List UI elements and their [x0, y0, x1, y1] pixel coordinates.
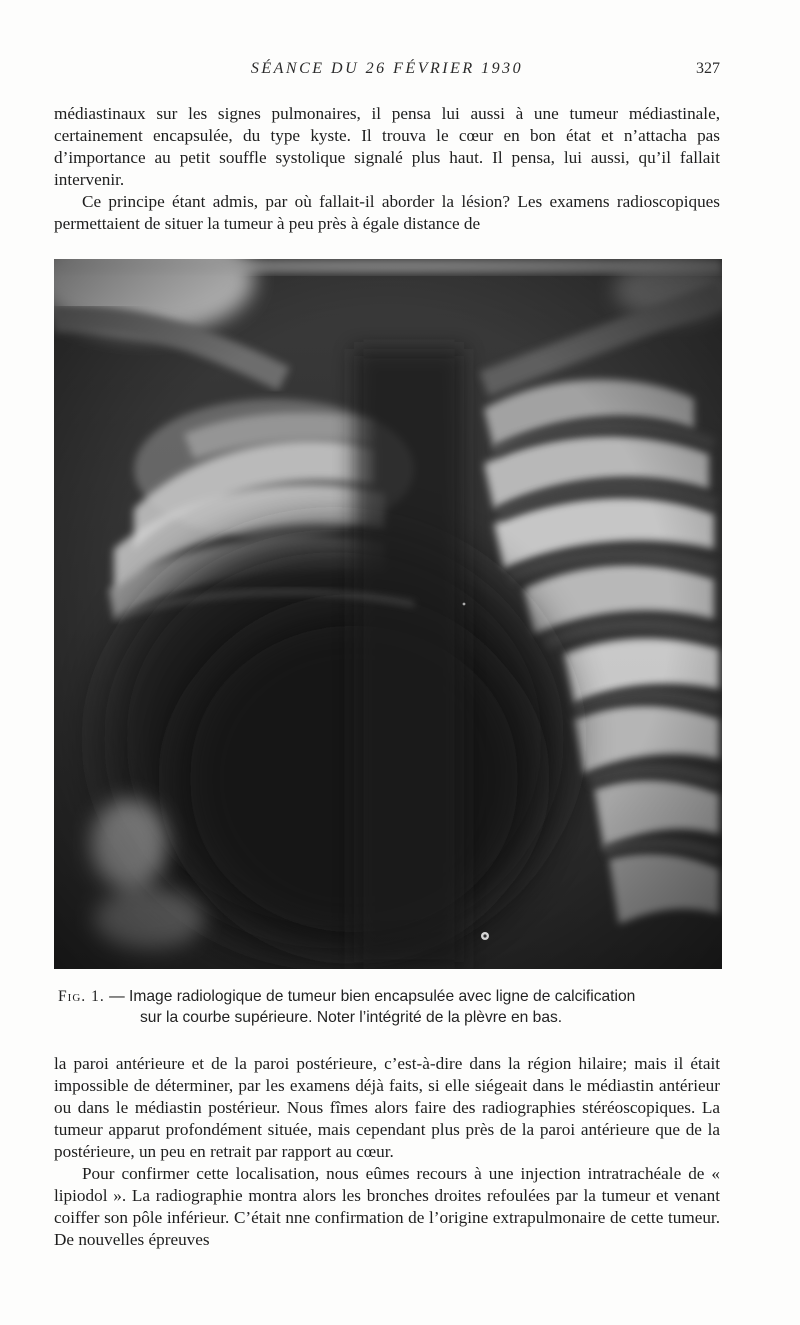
- figure-label: Fig. 1.: [58, 988, 105, 1005]
- paragraph-continued: médiastinaux sur les signes pulmonaires, il pensa lui aussi à une tumeur médiastinale, certainement encapsulée, du type kyste. Il trouva le cœur en bon état et n’attacha pas d’importance au petit souffle systolique signalé plus haut. Il pensa, lui aussi, qu’il fallait intervenir.: [54, 104, 720, 189]
- chest-radiograph-figure: [54, 259, 722, 969]
- caption-line-2: sur la courbe supérieure. Noter l’intégrité de la plèvre en bas.: [140, 1009, 563, 1026]
- paragraph: Ce principe étant admis, par où fallait-il aborder la lésion? Les examens radioscopiques permettaient de situer la tumeur à peu près à égale distance de: [54, 192, 720, 233]
- running-title: SÉANCE DU 26 FÉVRIER 1930: [250, 60, 524, 77]
- top-text-block: [54, 103, 720, 235]
- figure-caption: [54, 986, 720, 1028]
- bottom-text-block: [54, 1053, 720, 1251]
- running-head: [54, 60, 720, 84]
- caption-text-1: — Image radiologique de tumeur bien encapsulée avec ligne de calcification: [109, 988, 636, 1005]
- paragraph: Pour confirmer cette localisation, nous eûmes recours à une injection intratrachéale de « lipiodol ». La radiographie montra alors les bronches droites refoulées par la tumeur et venant coiffer son pôle inférieur. C’était nne confirmation de l’origine extrapulmonaire de cette tumeur. De nouvelles épreuves: [54, 1164, 720, 1249]
- page-number: 327: [696, 60, 720, 77]
- caption-line-1: [54, 986, 720, 1007]
- paragraph-continued: la paroi antérieure et de la paroi postérieure, c’est-à-dire dans la région hilaire; mais il était impossible de déterminer, par les examens déjà faits, si elle siégeait dans le médiastin antérieur ou dans le médiastin postérieur. Nous fîmes alors faire des radiographies stéréoscopiques. La tumeur apparut profondément située, mais cependant plus près de la paroi antérieure que de la postérieure, un peu en retrait par rapport au cœur.: [54, 1054, 720, 1161]
- chest-radiograph-image: [54, 259, 722, 969]
